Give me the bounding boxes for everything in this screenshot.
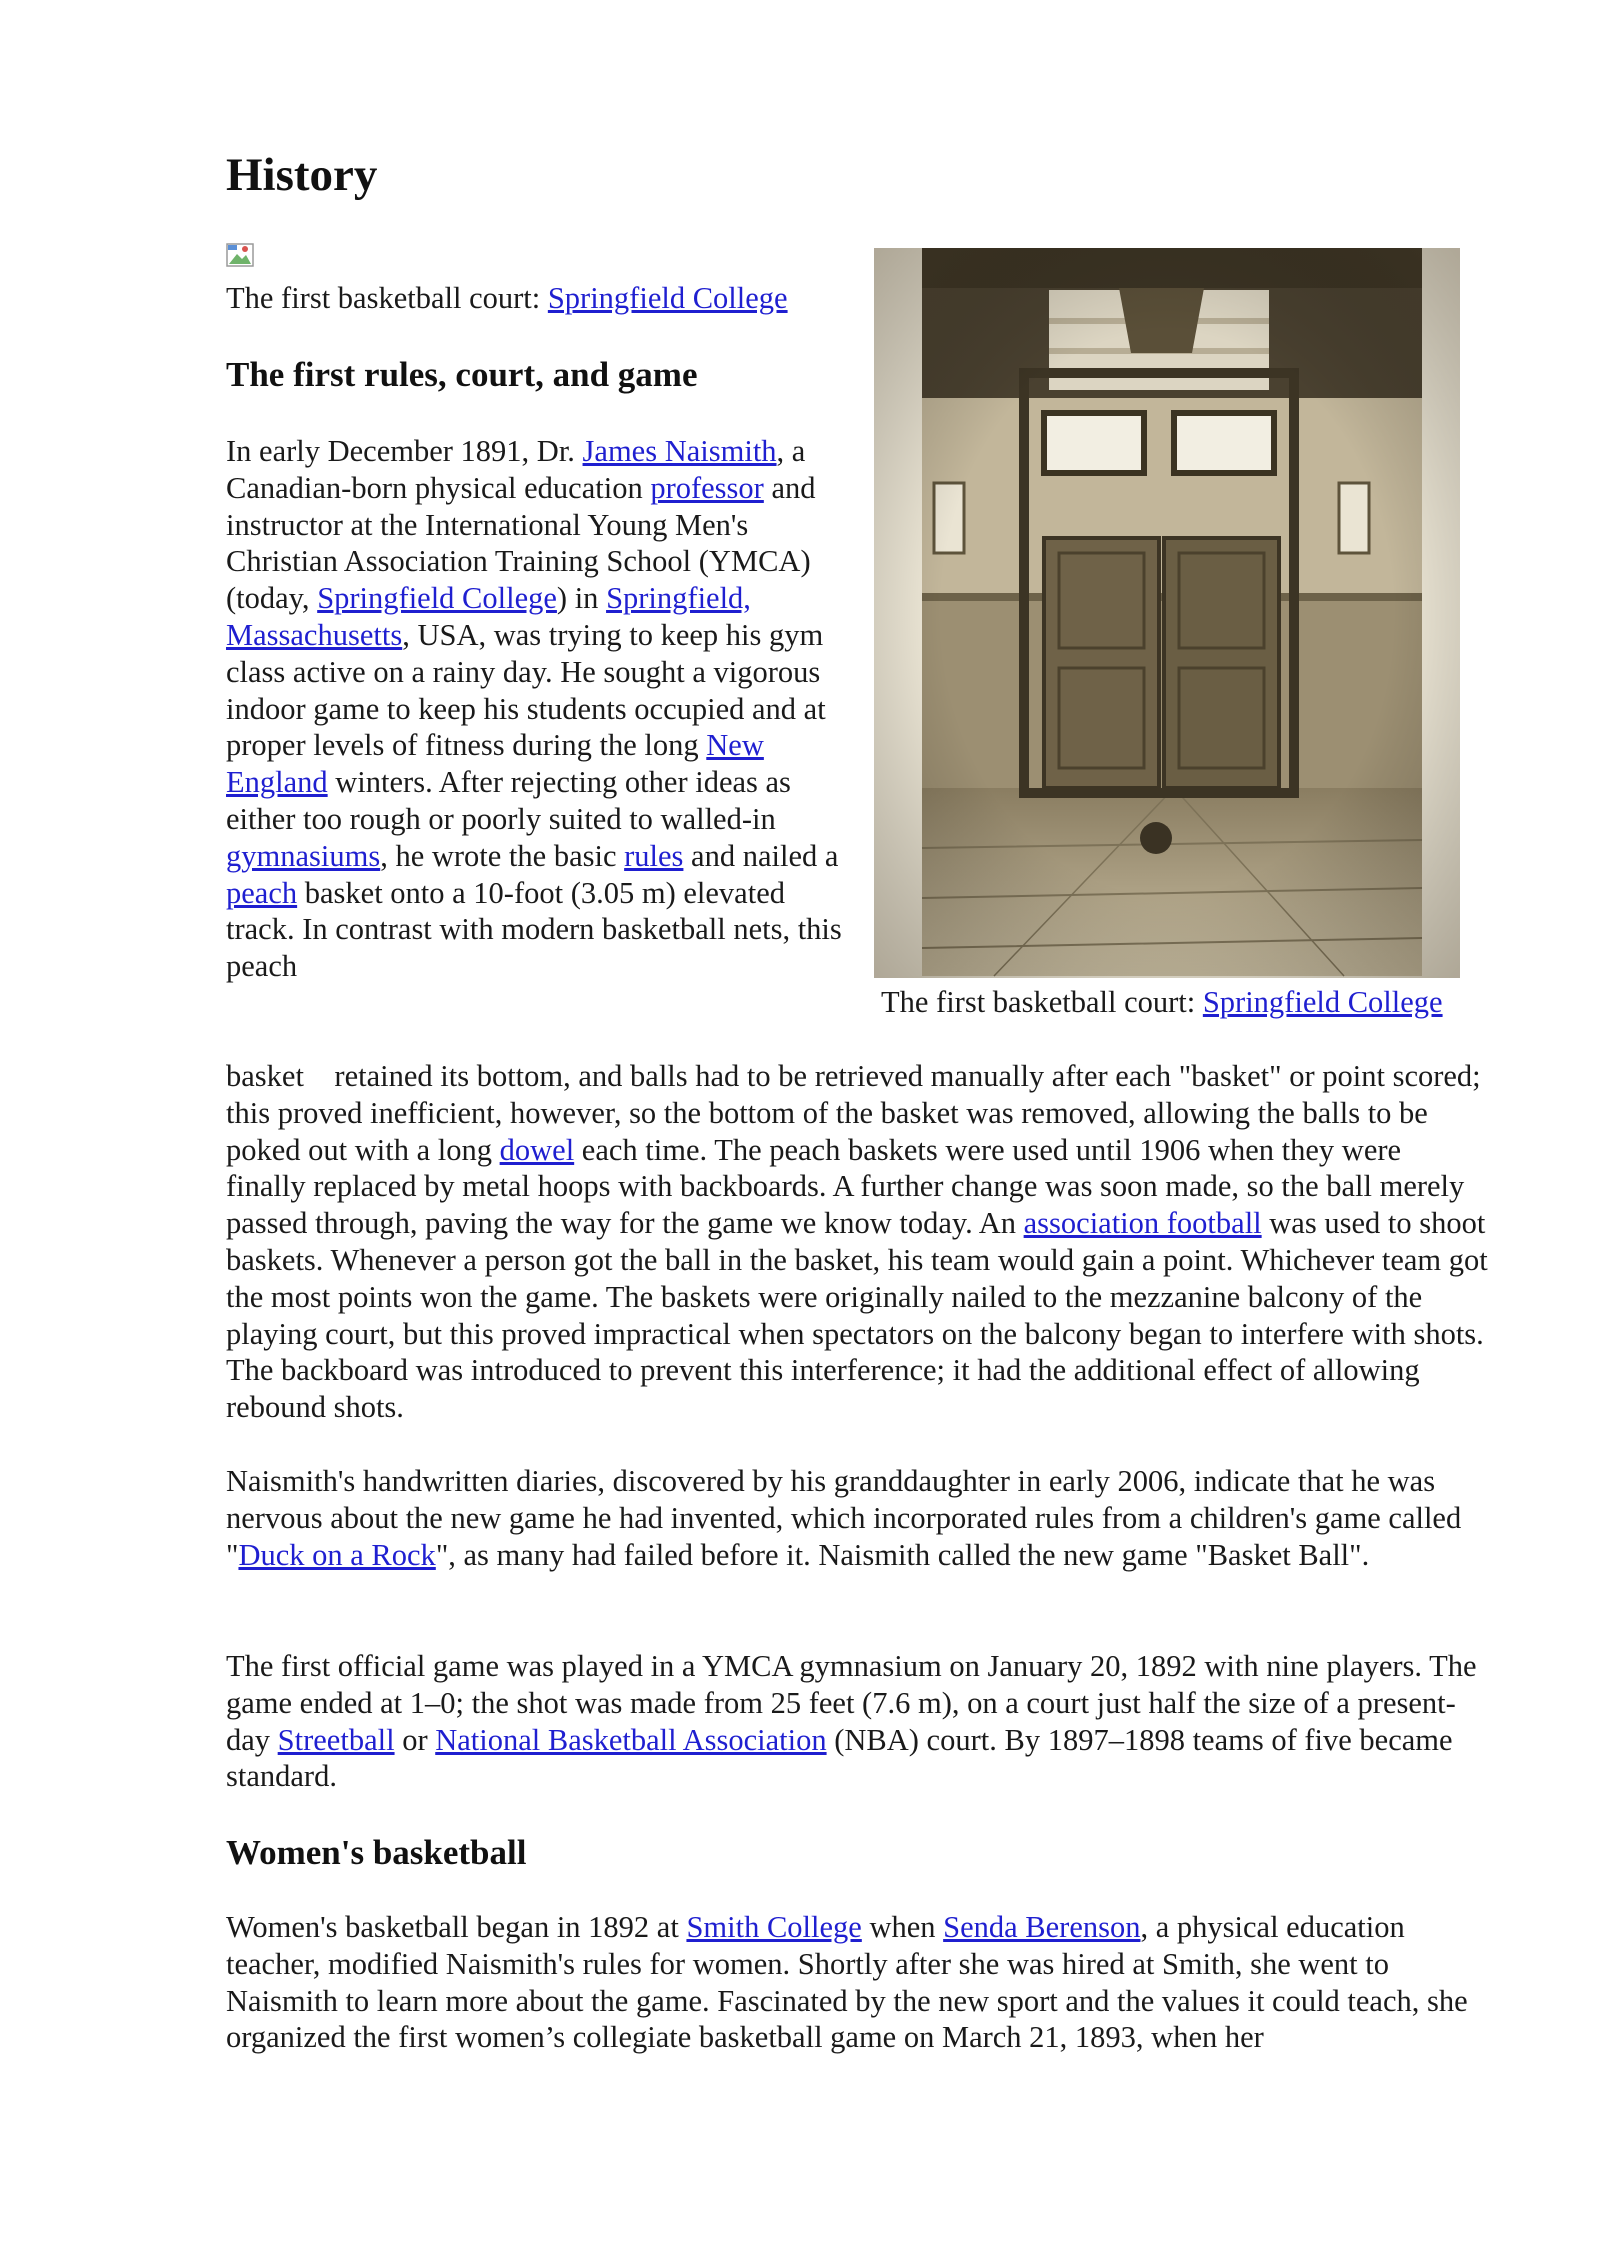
broken-image-icon bbox=[226, 243, 254, 267]
text-run: or bbox=[394, 1722, 436, 1757]
text-run: ) in bbox=[556, 581, 607, 616]
smith-college-link[interactable]: Smith College bbox=[686, 1910, 862, 1944]
text-run: ", as many had failed before it. Naismith called the new game "Basket Ball". bbox=[435, 1537, 1370, 1572]
text-run: basket retained its bottom, and balls had to be retrieved manually after each "basket" or point scored; this proved inefficient, however, so the bottom of the basket was removed, allowing the balls to be poked out with a long bbox=[226, 1059, 1489, 1167]
page-title: History bbox=[226, 149, 378, 201]
springfield-college-link[interactable]: Springfield College bbox=[1202, 985, 1443, 1019]
photo-caption bbox=[881, 984, 1443, 1020]
james-naismith-link[interactable]: James Naismith bbox=[582, 434, 777, 468]
nba-link[interactable]: National Basketball Association bbox=[435, 1722, 827, 1757]
text-run: basket onto a 10-foot (3.05 m) elevated track. In contrast with modern basketball nets, this peach bbox=[226, 875, 842, 984]
text-run: winters. After rejecting other ideas as either too rough or poorly suited to walled-in bbox=[226, 765, 791, 836]
peach-link[interactable]: peach bbox=[226, 875, 298, 910]
text-run: , a physical education teacher, modified Naismith's rules for women. Shortly after she was hired at Smith, she went to Naismith to learn more about the game. Fascinated by the new sport and the values it could teach, she organized the first women’s collegiate basketball game on March 21, 1893, when her bbox=[226, 1910, 1468, 2055]
text-run: , a Canadian-born physical education bbox=[226, 434, 806, 505]
text-run: The first official game was played in a YMCA gymnasium on January 20, 1892 with nine players. The game ended at 1–0; the shot was made from 25 feet (7.6 m), on a court just half the size of a present-day bbox=[226, 1649, 1477, 1757]
rules-link[interactable]: rules bbox=[624, 838, 684, 873]
section-heading-womens-basketball: Women's basketball bbox=[226, 1833, 527, 1872]
springfield-massachusetts-link[interactable]: Springfield, Massachusetts bbox=[226, 581, 751, 652]
new-england-link[interactable]: New England bbox=[226, 728, 764, 800]
streetball-link[interactable]: Streetball bbox=[277, 1722, 395, 1757]
text-run: (NBA) court. By 1897–1898 teams of five became standard. bbox=[226, 1722, 1453, 1794]
first-rules-paragraph bbox=[226, 433, 848, 985]
intro-caption bbox=[226, 280, 788, 317]
first-official-game-paragraph bbox=[226, 1648, 1488, 1795]
text-run: , USA, was trying to keep his gym class active on a rainy day. He sought a vigorous indoor game to keep his students occupied and at proper levels of fitness during the long bbox=[226, 617, 826, 763]
duck-on-a-rock-link[interactable]: Duck on a Rock bbox=[238, 1537, 436, 1572]
springfield-college-link[interactable]: Springfield College bbox=[547, 281, 788, 315]
text-run: when bbox=[861, 1910, 944, 1944]
womens-basketball-paragraph bbox=[226, 1909, 1488, 2056]
first-rules-paragraph-continued bbox=[226, 1058, 1496, 1426]
text-run: Naismith's handwritten diaries, discovered by his granddaughter in early 2006, indicate that he was nervous about the new game he had invented, which incorporated rules from a children's game called " bbox=[226, 1464, 1462, 1572]
text-run: each time. The peach baskets were used until 1906 when they were finally replaced by metal hoops with backboards. A further change was soon made, so the ball merely passed through, paving the way for the game we know today. An bbox=[226, 1132, 1472, 1241]
springfield-college-link[interactable]: Springfield College bbox=[317, 581, 557, 616]
naismith-diaries-paragraph bbox=[226, 1463, 1488, 1573]
dowel-link[interactable]: dowel bbox=[499, 1132, 575, 1167]
association-football-link[interactable]: association football bbox=[1023, 1206, 1262, 1241]
gymnasiums-link[interactable]: gymnasiums bbox=[226, 838, 381, 873]
text-run: and nailed a bbox=[683, 838, 839, 873]
intro-caption-text: The first basketball court: bbox=[226, 281, 548, 315]
first-court-photo bbox=[874, 248, 1460, 978]
section-heading-first-rules: The first rules, court, and game bbox=[226, 355, 698, 394]
text-run: Women's basketball began in 1892 at bbox=[226, 1910, 687, 1944]
senda-berenson-link[interactable]: Senda Berenson bbox=[943, 1910, 1141, 1944]
text-run: In early December 1891, Dr. bbox=[226, 434, 583, 468]
text-run: , he wrote the basic bbox=[380, 838, 625, 873]
photo-caption-text: The first basketball court: bbox=[881, 985, 1203, 1019]
text-run: was used to shoot baskets. Whenever a person got the ball in the basket, his team would gain a point. Whichever team got the most points won the game. The baskets were originally nailed to the mezzanine balcony of the playing court, but this proved impractical when spectators on the balcony began to interfere with shots. The backboard was introduced to prevent this interference; it had the additional effect of allowing rebound shots. bbox=[226, 1206, 1496, 1425]
professor-link[interactable]: professor bbox=[650, 470, 764, 505]
text-run: and instructor at the International Young Men's Christian Association Training School (YMCA) (today, bbox=[226, 470, 816, 616]
